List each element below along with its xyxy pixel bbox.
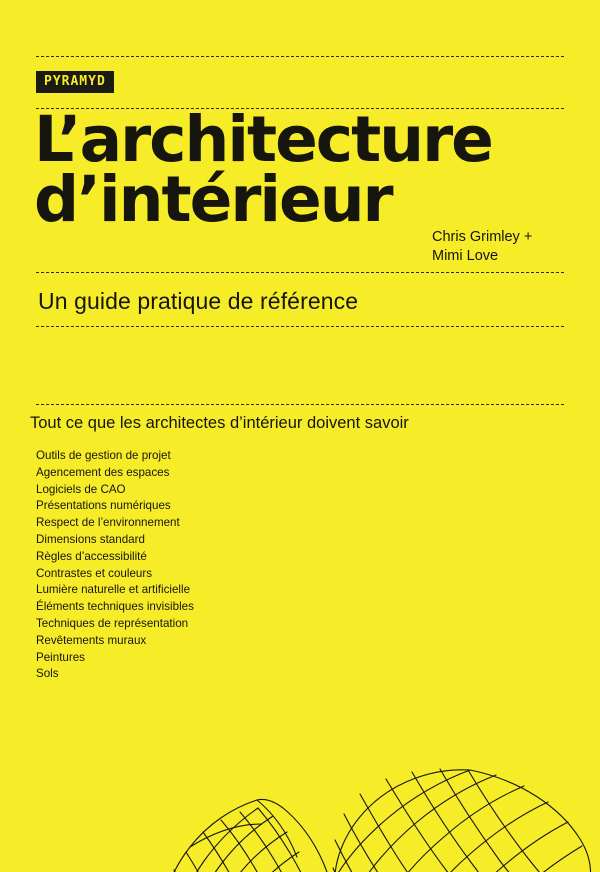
list-item: Présentations numériques	[36, 499, 171, 513]
subtitle: Un guide pratique de référence	[38, 288, 359, 314]
list-item: Revêtements muraux	[36, 633, 147, 647]
list-item: Peintures	[36, 650, 85, 664]
author-line-1: Chris Grimley +	[432, 229, 533, 245]
list-item: Agencement des espaces	[36, 465, 170, 479]
list-item: Logiciels de CAO	[36, 482, 126, 496]
list-item: Techniques de représentation	[36, 616, 189, 630]
divider-above-tagline	[36, 404, 564, 405]
title-block	[34, 103, 570, 236]
author-line-2: Mimi Love	[432, 247, 499, 264]
page-title-line-2: d’intérieur	[34, 162, 392, 236]
divider-top	[36, 56, 564, 57]
list-item: Outils de gestion de projet	[36, 449, 171, 462]
page-title-line-1: L’architecture	[34, 103, 492, 176]
tagline: Tout ce que les architectes d’intérieur doivent savoir	[30, 414, 409, 432]
list-item: Respect de l’environnement	[36, 516, 180, 530]
list-item: Règles d’accessibilité	[36, 549, 147, 563]
divider-above-subtitle	[36, 272, 564, 273]
chairs-illustration	[0, 532, 600, 872]
left-chair	[150, 799, 336, 872]
divider-below-subtitle	[36, 326, 564, 327]
list-item: Lumière naturelle et artificielle	[36, 583, 191, 597]
authors	[432, 228, 532, 265]
list-item: Éléments techniques invisibles	[36, 600, 194, 614]
right-chair	[330, 769, 591, 872]
list-item: Dimensions standard	[36, 532, 145, 546]
list-item: Contrastes et couleurs	[36, 566, 152, 580]
list-item: Sols	[36, 667, 59, 681]
publisher-logo: PYRAMYD	[36, 71, 114, 93]
